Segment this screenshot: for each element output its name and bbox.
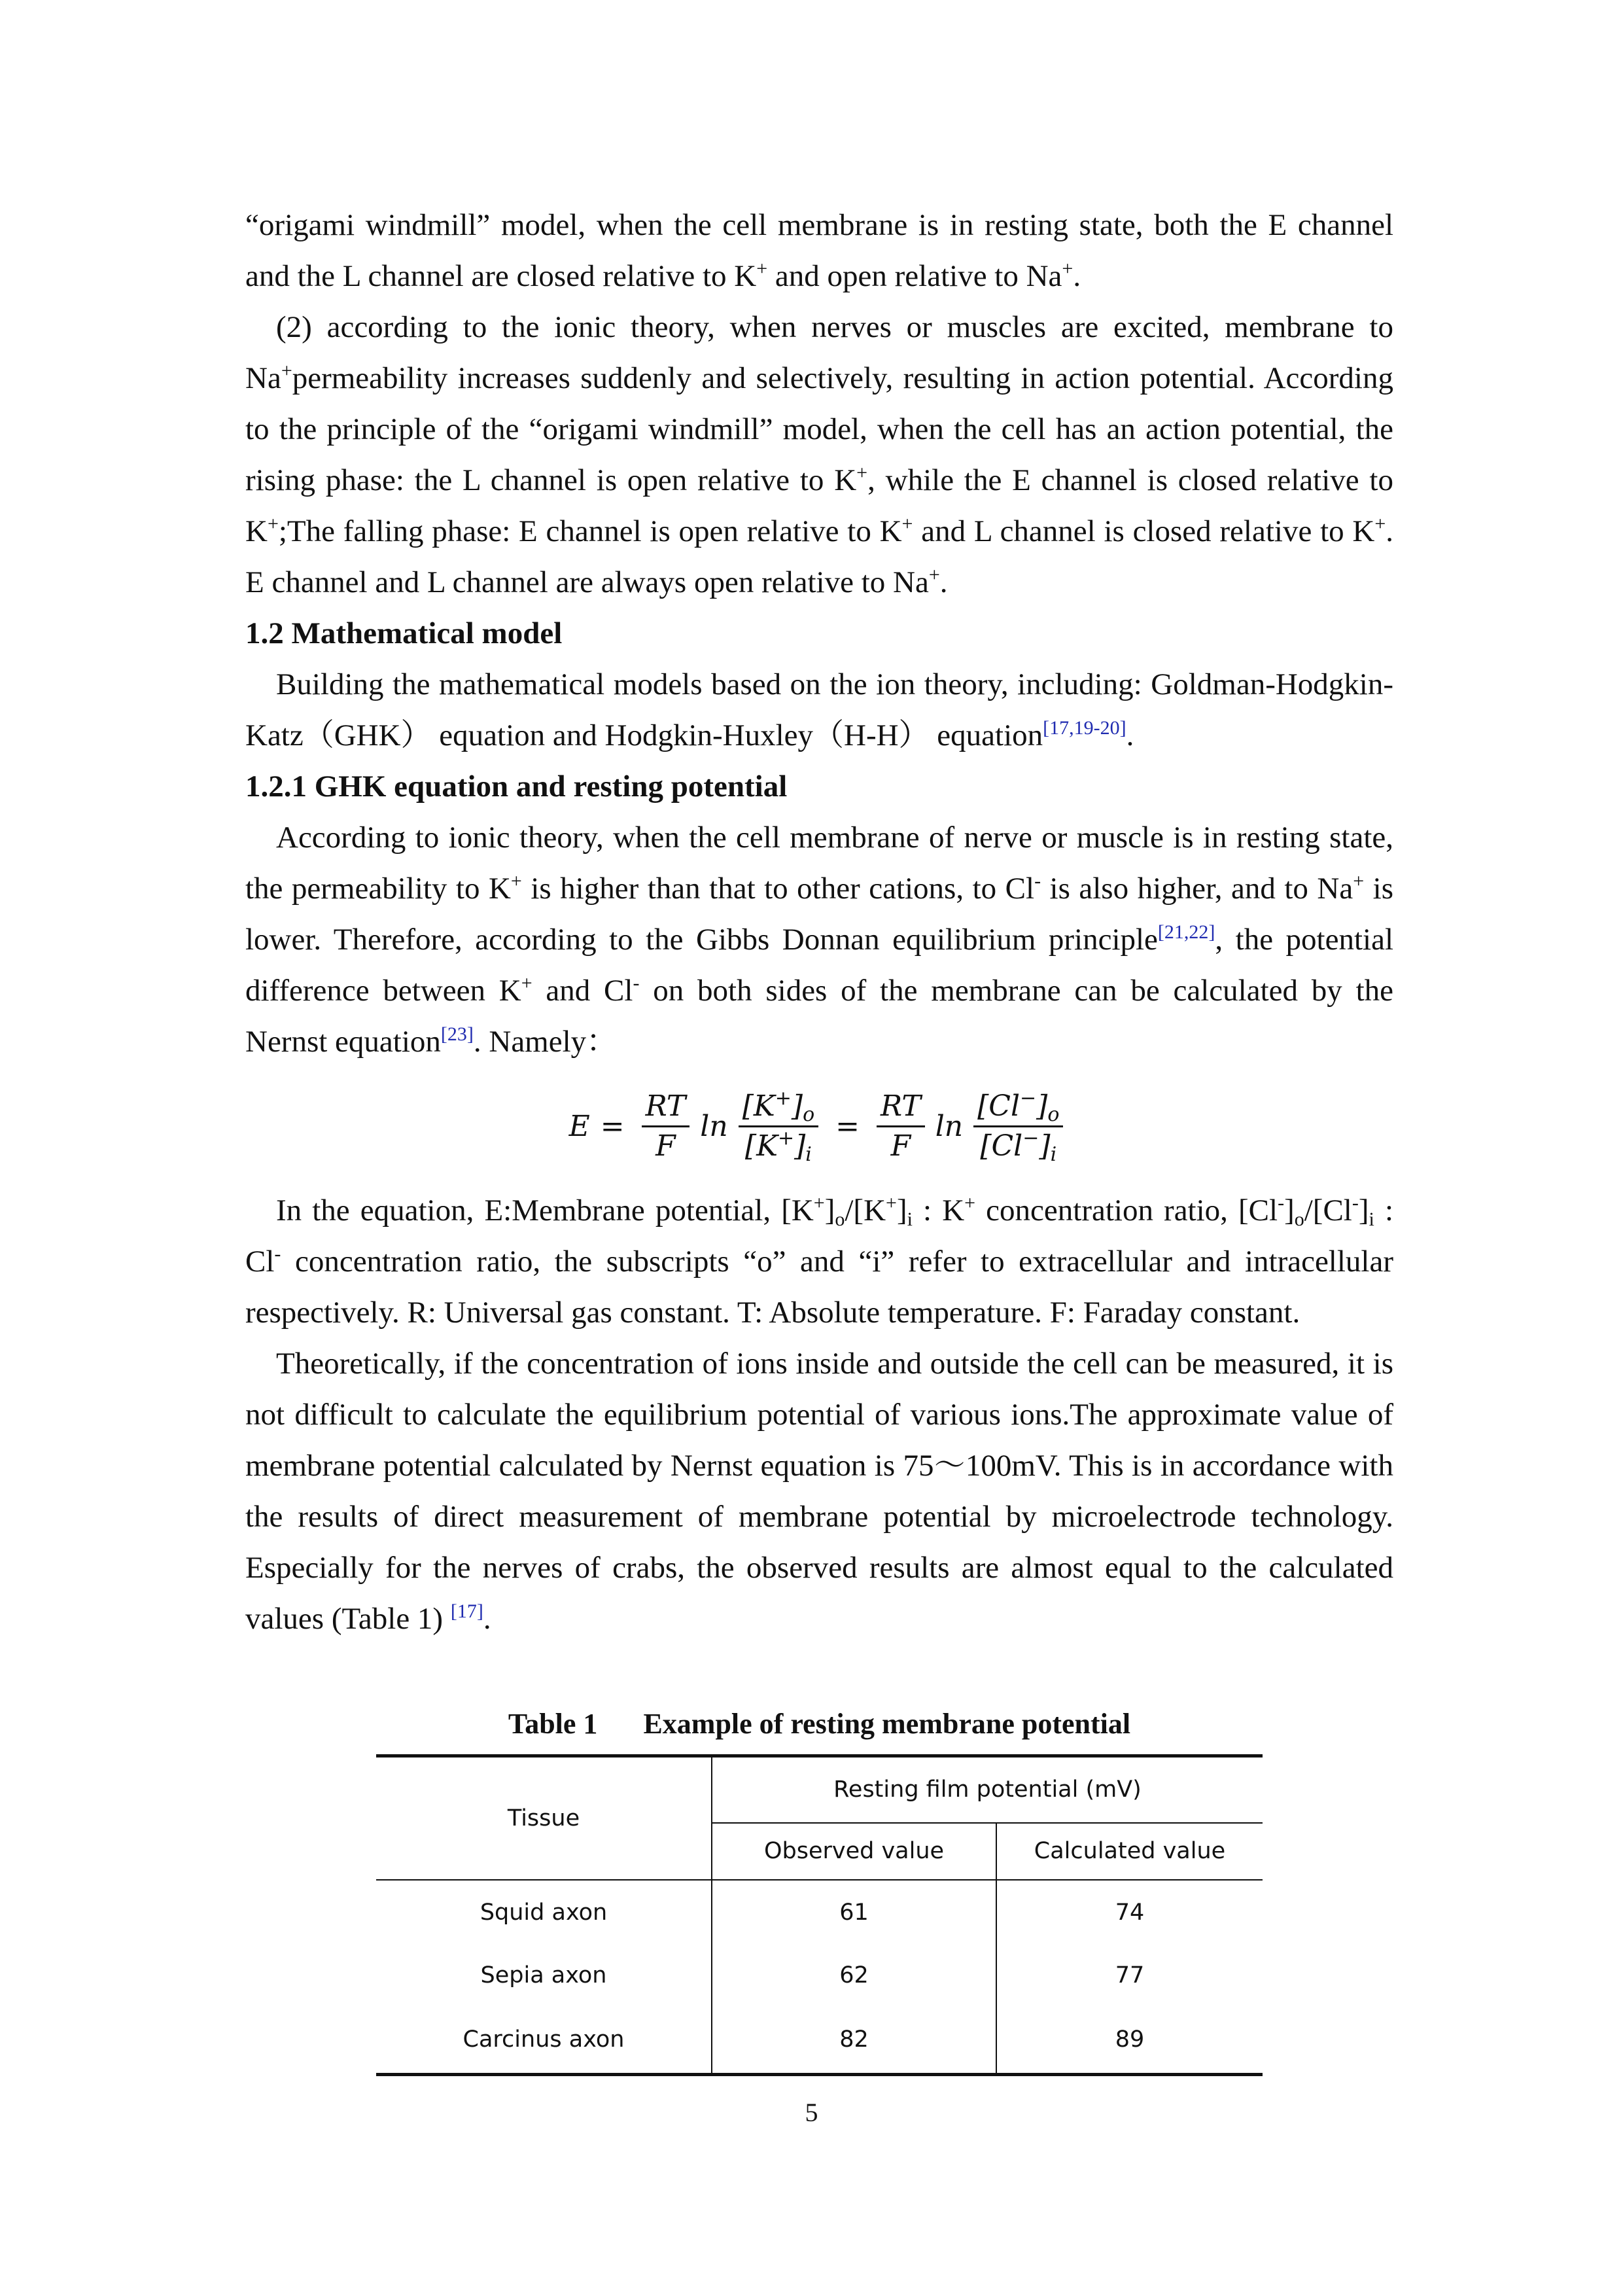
table-header-tissue: Tissue [376, 1756, 712, 1880]
paragraph-windmill-resting: “origami windmill” model, when the cell membrane is in resting state, both the E channel and the L channel are closed relative to K+ and open relative to Na+. [245, 208, 1393, 293]
citation-ref[interactable]: [17,19-20] [1043, 717, 1126, 739]
table-row [376, 1945, 1263, 2007]
section-heading-ghk: 1.2.1 GHK equation and resting potential [245, 769, 788, 804]
section-heading-mathematical-model: 1.2 Mathematical model [245, 616, 563, 650]
table-row [376, 1880, 1263, 1945]
table-cell-calculated: 77 [996, 1945, 1263, 2007]
paragraph-resting-state: According to ionic theory, when the cell membrane of nerve or muscle is in resting state, the permeability to K+ is higher than that to other cations, to Cl- is also higher, and to Na+ is lower. Therefore, according to the Gibbs Donnan equilibrium principle[21,22], the potential difference between K+ and Cl- on both sides of the membrane can be calculated by the Nernst equation[23]. Namely： [245, 821, 1394, 1059]
table-header-calculated: Calculated value [996, 1823, 1263, 1880]
table-caption [245, 1704, 1393, 1744]
resting-potential-table [376, 1754, 1263, 2076]
table-cell-observed: 61 [712, 1880, 996, 1945]
table-header-group: Resting film potential (mV) [712, 1756, 1263, 1823]
table-cell-tissue: Squid axon [480, 1899, 608, 1926]
table-header-observed: Observed value [712, 1823, 996, 1880]
table-cell-tissue: Sepia axon [480, 1962, 607, 1988]
paragraph-action-potential: (2) according to the ionic theory, when nerves or muscles are excited, membrane to Na+permeability increases suddenly and selectively, resulting in action potential. According to the principle of the “origami windmill” model, when the cell has an action potential, the rising phase: the L channel is open relative to K+, while the E channel is closed relative to K+;The falling phase: E channel is open relative to K+ and L channel is closed relative to K+. E channel and L channel are always open relative to Na+. [245, 310, 1393, 599]
table-title: Example of resting membrane potential [643, 1708, 1131, 1740]
body-text-column [245, 200, 1393, 1644]
table-cell-observed: 82 [712, 2007, 996, 2075]
paragraph-theoretical-values: Theoretically, if the concentration of ions inside and outside the cell can be measured, it is not difficult to calculate the equilibrium potential of various ions.The approximate value of membrane potential calculated by Nernst equation is 75～100mV. This is in accordance with the results of direct measurement of membrane potential by microelectrode technology. Especially for the nerves of crabs, the observed results are almost equal to the calculated values (Table 1) [17]. [245, 1347, 1393, 1636]
table-cell-calculated: 74 [996, 1880, 1263, 1945]
table-cell-observed: 62 [712, 1945, 996, 2007]
paragraph-equation-legend: In the equation, E:Membrane potential, $[K^+]_o/[K^+]_i$ : K+ concentration ratio, $[Cl^-]_o/[Cl^-]_i$ : Cl- concentration ratio, the subscripts “o” and “i” refer to extracellular and intracellular respectively. R: Universal gas constant. T: Absolute temperature. F: Faraday constant. [245, 1192, 1394, 1330]
citation-ref[interactable]: [21,22] [1157, 921, 1215, 943]
page-number: 5 [805, 2098, 818, 2127]
table-row [376, 2007, 1263, 2075]
citation-ref[interactable]: [23] [440, 1023, 474, 1045]
table-cell-calculated: 89 [996, 2007, 1263, 2075]
table-label: Table 1 [508, 1708, 598, 1740]
citation-ref[interactable]: [17] [450, 1600, 483, 1622]
nernst-equation: E = $\frac{RT}{F}$ ln $\frac{[K^+]_o}{[K^+]_i}$ = $\frac{RT}{F}$ ln $\frac{[Cl^-]_o}{[Cl^-]_i}$ [245, 1067, 1393, 1185]
paragraph-models-intro: Building the mathematical models based on the ion theory, including: Goldman-Hodgkin-Katz（GHK） equation and Hodgkin-Huxley（H-H） equation[17,19-20]. [245, 667, 1393, 752]
table-cell-tissue: Carcinus axon [462, 2026, 625, 2053]
